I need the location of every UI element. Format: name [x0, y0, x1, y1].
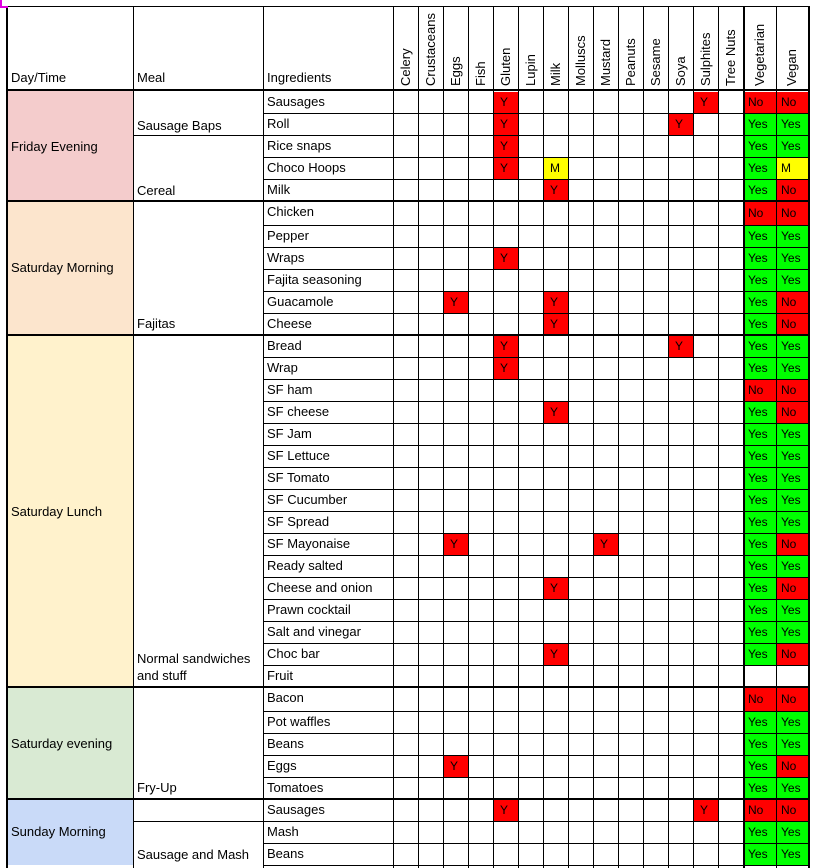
- header-eggs: Eggs: [448, 56, 463, 86]
- ingredient-name: Guacamole: [267, 294, 334, 309]
- vegan-status: No: [777, 92, 808, 113]
- grid-line: [263, 379, 809, 380]
- vegetarian-status: Yes: [744, 712, 776, 733]
- ingredient-name: SF Lettuce: [267, 448, 330, 463]
- grid-line: [593, 6, 594, 868]
- vegetarian-status: No: [744, 380, 776, 401]
- grid-line: [263, 621, 809, 622]
- grid-line: [133, 6, 134, 868]
- grid-line: [6, 6, 809, 7]
- header-crustaceans: Crustaceans: [423, 13, 438, 86]
- vegan-status: Yes: [777, 358, 808, 379]
- ingredient-name: Ready salted: [267, 558, 343, 573]
- grid-line: [263, 577, 809, 578]
- vegetarian-status: Yes: [744, 734, 776, 755]
- grid-line: [693, 6, 694, 868]
- grid-line: [263, 467, 809, 468]
- vegetarian-status: No: [744, 92, 776, 113]
- header-meal: Meal: [137, 70, 166, 85]
- vegetarian-status: Yes: [744, 424, 776, 445]
- ingredient-name: SF cheese: [267, 404, 330, 419]
- vegan-status: Yes: [777, 712, 808, 733]
- grid-line: [6, 334, 809, 336]
- vegan-status: No: [777, 402, 808, 423]
- vegetarian-status: Yes: [744, 778, 776, 799]
- ingredient-name: Wraps: [267, 250, 305, 265]
- allergen-flag: Y: [494, 92, 518, 113]
- vegetarian-status: Yes: [744, 314, 776, 335]
- header-sulphites: Sulphites: [698, 32, 713, 86]
- grid-line: [263, 247, 809, 248]
- header-ingredients: Ingredients: [267, 70, 332, 85]
- ingredient-name: Eggs: [267, 758, 297, 773]
- grid-line: [263, 733, 809, 734]
- ingredient-name: Beans: [267, 846, 304, 861]
- grid-line: [808, 6, 810, 868]
- ingredient-name: Choco Hoops: [267, 160, 346, 175]
- vegan-status: Yes: [777, 424, 808, 445]
- grid-line: [263, 711, 809, 712]
- allergen-flag: Y: [544, 180, 568, 201]
- day-label: Saturday Morning: [11, 260, 114, 275]
- vegan-status: No: [777, 800, 808, 821]
- vegan-status: Yes: [777, 556, 808, 577]
- grid-line: [418, 6, 419, 868]
- allergen-flag: Y: [544, 292, 568, 313]
- header-tree-nuts: Tree Nuts: [723, 29, 738, 86]
- grid-line: [518, 6, 519, 868]
- vegetarian-status: Yes: [744, 600, 776, 621]
- meal-label: Cereal: [137, 183, 176, 198]
- grid-line: [743, 6, 745, 868]
- vegan-status: Yes: [777, 136, 808, 157]
- ingredient-name: Tomatoes: [267, 780, 324, 795]
- grid-line: [668, 6, 669, 868]
- day-label: Friday Evening: [11, 139, 98, 154]
- ingredient-name: SF Mayonaise: [267, 536, 351, 551]
- header-milk: Milk: [548, 62, 563, 86]
- vegan-status: No: [777, 314, 808, 335]
- vegan-status: Yes: [777, 844, 808, 865]
- ingredient-name: Salt and vinegar: [267, 624, 361, 639]
- meal-label: Fajitas: [137, 316, 176, 331]
- header-soya: Soya: [673, 56, 688, 86]
- vegetarian-status: Yes: [744, 844, 776, 865]
- vegan-status: Yes: [777, 778, 808, 799]
- grid-line: [718, 6, 719, 868]
- vegetarian-status: Yes: [744, 226, 776, 247]
- vegan-status: No: [777, 202, 808, 225]
- sheet-corner-marker: [0, 0, 8, 8]
- grid-line: [263, 401, 809, 402]
- header-gluten: Gluten: [498, 47, 513, 86]
- vegetarian-status: Yes: [744, 270, 776, 291]
- vegan-status: Yes: [777, 114, 808, 135]
- grid-line: [263, 821, 809, 822]
- grid-line: [568, 6, 569, 868]
- vegan-status: Yes: [777, 248, 808, 269]
- allergen-flag: Y: [494, 158, 518, 179]
- grid-line: [263, 135, 809, 136]
- allergen-flag: Y: [544, 314, 568, 335]
- vegan-status: Yes: [777, 734, 808, 755]
- day-label: Saturday Lunch: [11, 504, 103, 519]
- grid-line: [263, 643, 809, 644]
- vegan-status: No: [777, 688, 808, 711]
- ingredient-name: Rice snaps: [267, 138, 332, 153]
- allergen-flag: Y: [494, 114, 518, 135]
- ingredient-name: Cheese: [267, 316, 312, 331]
- allergen-flag: Y: [444, 292, 468, 313]
- grid-line: [263, 555, 809, 556]
- header-vegetarian: Vegetarian: [752, 23, 767, 86]
- vegan-status: Yes: [777, 446, 808, 467]
- grid-line: [263, 291, 809, 292]
- grid-line: [263, 357, 809, 358]
- vegetarian-status: Yes: [744, 248, 776, 269]
- grid-line: [263, 489, 809, 490]
- grid-line: [133, 135, 263, 136]
- header-lupin: Lupin: [523, 54, 538, 86]
- allergen-flag: Y: [544, 402, 568, 423]
- ingredient-name: Beans: [267, 736, 304, 751]
- vegan-status: Yes: [777, 336, 808, 357]
- vegetarian-status: Yes: [744, 180, 776, 201]
- allergen-flag: Y: [594, 534, 618, 555]
- meal-label: Sausage Baps: [137, 118, 222, 133]
- vegetarian-status: No: [744, 688, 776, 711]
- allergen-flag: Y: [669, 336, 693, 357]
- vegan-status: Yes: [777, 512, 808, 533]
- ingredient-name: Pepper: [267, 228, 309, 243]
- ingredient-name: Pot waffles: [267, 714, 331, 729]
- header-celery: Celery: [398, 48, 413, 86]
- vegan-status: No: [777, 180, 808, 201]
- vegetarian-status: Yes: [744, 622, 776, 643]
- grid-line: [263, 755, 809, 756]
- vegetarian-status: Yes: [744, 822, 776, 843]
- allergen-flag: Y: [544, 644, 568, 665]
- vegetarian-status: Yes: [744, 292, 776, 313]
- ingredient-name: SF Spread: [267, 514, 330, 529]
- grid-line: [133, 821, 263, 822]
- vegan-status: No: [777, 578, 808, 599]
- meal-label: Sausage and Mash: [137, 847, 250, 862]
- allergen-flag: Y: [494, 248, 518, 269]
- header-molluscs: Molluscs: [573, 35, 588, 86]
- allergen-flag: Y: [494, 336, 518, 357]
- allergen-flag: M: [544, 158, 568, 179]
- allergen-flag: Y: [694, 800, 718, 821]
- grid-line: [263, 533, 809, 534]
- vegetarian-status: Yes: [744, 158, 776, 179]
- allergen-flag: Y: [444, 756, 468, 777]
- vegan-status: Yes: [777, 468, 808, 489]
- vegan-status: Yes: [777, 490, 808, 511]
- grid-line: [263, 599, 809, 600]
- grid-line: [263, 113, 809, 114]
- ingredient-name: Roll: [267, 116, 290, 131]
- ingredient-name: Fajita seasoning: [267, 272, 362, 287]
- grid-line: [6, 89, 809, 91]
- ingredient-name: Milk: [267, 182, 291, 197]
- vegan-status: Yes: [777, 600, 808, 621]
- day-label: Saturday evening: [11, 736, 113, 751]
- header-peanuts: Peanuts: [623, 38, 638, 86]
- vegetarian-status: Yes: [744, 402, 776, 423]
- grid-line: [618, 6, 619, 868]
- grid-line: [263, 157, 809, 158]
- grid-line: [263, 269, 809, 270]
- vegetarian-status: Yes: [744, 490, 776, 511]
- grid-line: [468, 6, 469, 868]
- allergen-flag: Y: [494, 800, 518, 821]
- grid-line: [263, 777, 809, 778]
- grid-line: [6, 6, 8, 868]
- grid-line: [263, 865, 809, 866]
- allergen-flag: Y: [669, 114, 693, 135]
- vegan-status: Yes: [777, 622, 808, 643]
- ingredient-name: Prawn cocktail: [267, 602, 351, 617]
- meal-label: Fry-Up: [137, 780, 177, 795]
- allergen-flag: Y: [494, 136, 518, 157]
- grid-line: [263, 665, 809, 666]
- grid-line: [263, 843, 809, 844]
- grid-line: [263, 6, 264, 868]
- grid-line: [263, 313, 809, 314]
- ingredient-name: Wrap: [267, 360, 298, 375]
- vegetarian-status: Yes: [744, 578, 776, 599]
- allergen-flag: Y: [494, 358, 518, 379]
- day-label: Sunday Morning: [11, 824, 106, 839]
- vegetarian-status: Yes: [744, 336, 776, 357]
- grid-line: [393, 6, 394, 868]
- grid-line: [263, 511, 809, 512]
- ingredient-name: Cheese and onion: [267, 580, 373, 595]
- header-day-time: Day/Time: [11, 70, 67, 85]
- vegan-status: No: [777, 756, 808, 777]
- vegetarian-status: Yes: [744, 136, 776, 157]
- grid-line: [263, 179, 809, 180]
- grid-line: [776, 6, 777, 868]
- vegetarian-status: Yes: [744, 534, 776, 555]
- vegetarian-status: Yes: [744, 756, 776, 777]
- grid-line: [6, 798, 809, 800]
- vegetarian-status: Yes: [744, 358, 776, 379]
- ingredient-name: SF ham: [267, 382, 313, 397]
- ingredient-name: Choc bar: [267, 646, 320, 661]
- meal-label: Normal sandwiches and stuff: [137, 651, 251, 683]
- vegan-status: No: [777, 534, 808, 555]
- grid-line: [6, 200, 809, 202]
- vegetarian-status: Yes: [744, 512, 776, 533]
- ingredient-name: Sausages: [267, 94, 325, 109]
- vegetarian-status: Yes: [744, 556, 776, 577]
- ingredient-name: SF Jam: [267, 426, 312, 441]
- vegetarian-status: Yes: [744, 446, 776, 467]
- grid-line: [643, 6, 644, 868]
- ingredient-name: Fruit: [267, 668, 293, 683]
- grid-line: [263, 445, 809, 446]
- ingredient-name: Sausages: [267, 802, 325, 817]
- ingredient-name: Bacon: [267, 690, 304, 705]
- vegan-status: Yes: [777, 822, 808, 843]
- allergen-flag: Y: [544, 578, 568, 599]
- grid-line: [443, 6, 444, 868]
- vegan-status: Yes: [777, 270, 808, 291]
- vegan-status: Yes: [777, 226, 808, 247]
- header-vegan: Vegan: [784, 49, 799, 86]
- header-mustard: Mustard: [598, 39, 613, 86]
- vegan-status: No: [777, 644, 808, 665]
- vegan-status: No: [777, 380, 808, 401]
- grid-line: [263, 423, 809, 424]
- ingredient-name: Mash: [267, 824, 299, 839]
- grid-line: [263, 225, 809, 226]
- allergen-flag: Y: [694, 92, 718, 113]
- ingredient-name: SF Cucumber: [267, 492, 348, 507]
- vegetarian-status: Yes: [744, 114, 776, 135]
- vegetarian-status: Yes: [744, 468, 776, 489]
- vegetarian-status: No: [744, 800, 776, 821]
- vegan-status: No: [777, 292, 808, 313]
- vegetarian-status: Yes: [744, 644, 776, 665]
- ingredient-name: SF Tomato: [267, 470, 330, 485]
- ingredient-name: Bread: [267, 338, 302, 353]
- vegetarian-status: No: [744, 202, 776, 225]
- allergen-flag: Y: [444, 534, 468, 555]
- ingredient-name: Chicken: [267, 204, 314, 219]
- grid-line: [6, 686, 809, 688]
- grid-line: [543, 6, 544, 868]
- header-fish: Fish: [473, 61, 488, 86]
- grid-line: [493, 6, 494, 868]
- header-sesame: Sesame: [648, 38, 663, 86]
- vegan-status: M: [777, 158, 808, 179]
